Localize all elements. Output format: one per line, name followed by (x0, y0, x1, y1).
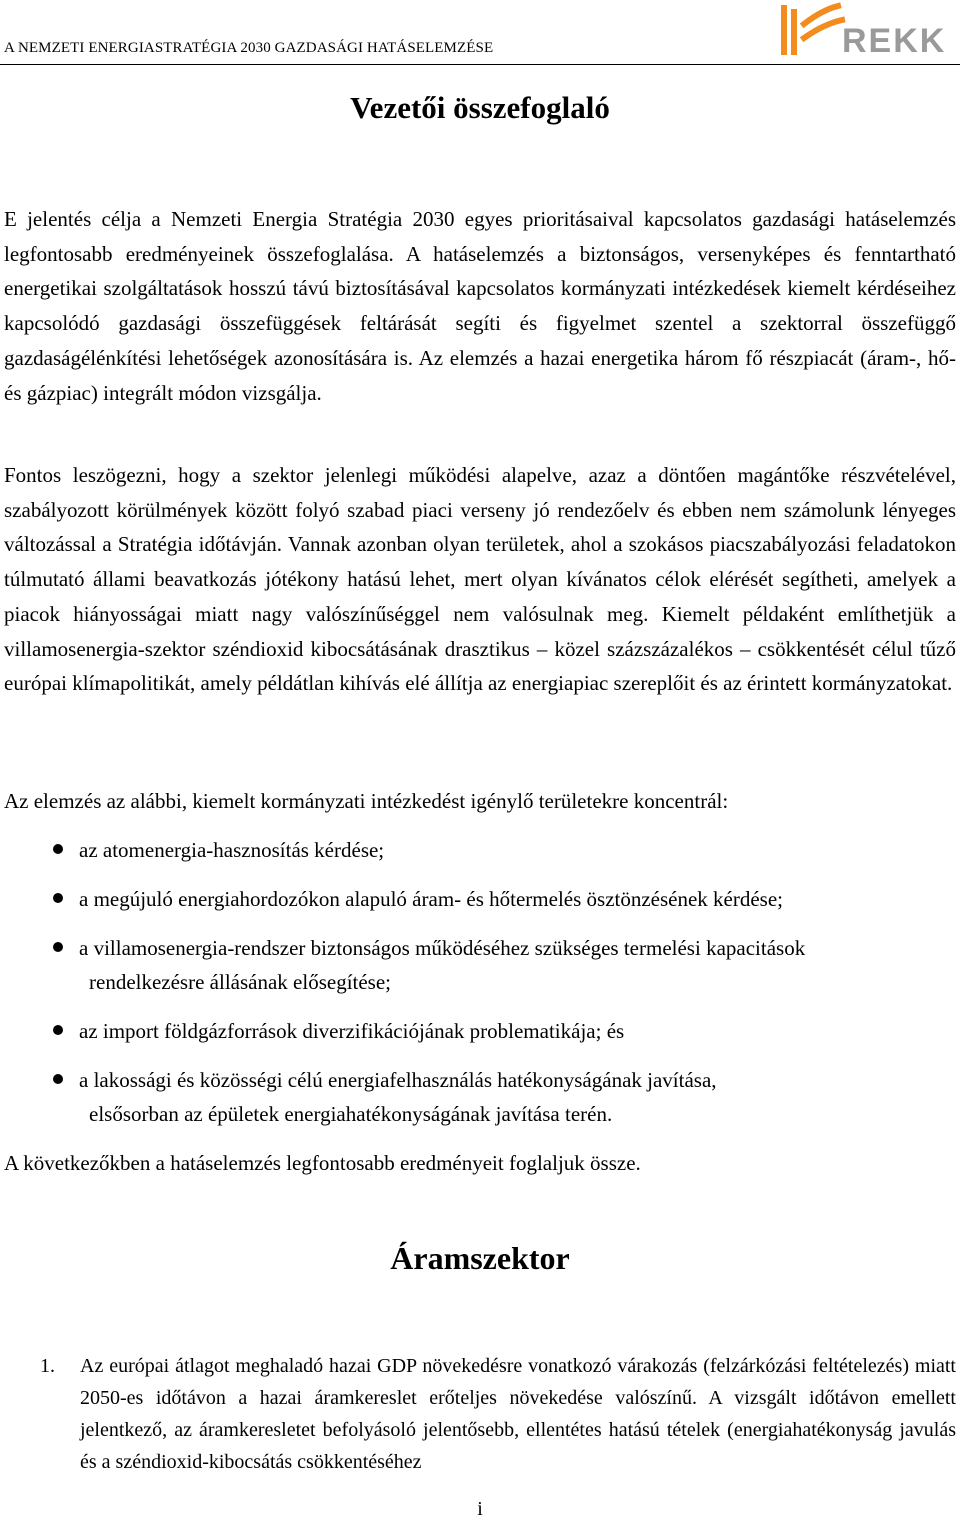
paragraph-principles: Fontos leszögezni, hogy a szektor jelenlegi működési alapelve, azaz a döntően magántőke részvételével, szabályozott körülmények között folyó szabad piaci verseny jó rendezőelv és ebben nem számolunk lényeges változással a Stratégia időtávján. Vannak azonban olyan területek, ahol a szokásos piacszabályozási feladatokon túlmutató állami beavatkozás jótékony hatású lehet, mert olyan kívánatos célok elérését segítheti, amelyek a piacok hiányosságai miatt nagy valószínűséggel nem valósulnak meg. Kiemelt példaként említhetjük a villamosenergia-szektor széndioxid kibocsátásának drasztikus – közel százszázalékos – csökkentését célul tűző európai klímapolitikát, amely példátlan kihívás elé állítja az energiapiac szereplőit és az érintett kormányzatokat. (4, 463, 956, 696)
list-item-text: az import földgázforrások diverzifikációjának problematikája; és (79, 1019, 625, 1043)
list-item-text: a lakossági és közösségi célú energiafelhasználás hatékonyságának javítása, (79, 1068, 717, 1092)
page-header (0, 0, 960, 65)
bullet-icon (53, 844, 63, 854)
list-item-continuation: rendelkezésre állásának elősegítése; (89, 970, 392, 994)
item-text: Az európai átlagot meghaladó hazai GDP növekedésre vonatkozó várakozás (felzárkózási feltételezés) miatt 2050-es időtávon a hazai áramkereslet erőteljes növekedése valószínű. A vizsgált időtávon emellett jelentkező, az áramkeresletet befolyásoló jelentősebb, ellentétes hatású tételek (energiahatékonyság javulás és a széndioxid-kibocsátás csökkentéséhez (80, 1355, 956, 1473)
bullet-icon (53, 942, 63, 952)
rekk-logo-graphic (778, 2, 958, 58)
closing-sentence: A következőkben a hatáselemzés legfontosabb eredményeit foglaljuk össze. (4, 1151, 641, 1175)
rekk-logo-text: REKK (842, 22, 947, 58)
bullet-icon (53, 893, 63, 903)
bullet-icon (53, 1025, 63, 1035)
list-item (0, 1014, 960, 1048)
list-item (0, 931, 960, 999)
document-header-title: A NEMZETI ENERGIASTRATÉGIA 2030 GAZDASÁGI HATÁSELEMZÉSE (4, 40, 494, 56)
list-item (0, 882, 960, 916)
list-intro: Az elemzés az alábbi, kiemelt kormányzati intézkedést igénylő területekre koncentrál: (4, 789, 729, 813)
page-number: i (477, 1498, 483, 1520)
numbered-item (0, 1350, 960, 1478)
list-item (0, 833, 960, 867)
paragraph-intro: E jelentés célja a Nemzeti Energia Stratégia 2030 egyes prioritásaival kapcsolatos gazdasági hatáselemzés legfontosabb eredményeinek összefoglalása. A hatáselemzés a biztonságos, versenyképes és fenntartható energetikai szolgáltatások hosszú távú biztosításával kapcsolatos kormányzati intézkedések kiemelt kérdéseihez kapcsolódó gazdasági összefüggések feltárását segíti és figyelmet szentel a szektorral összefüggő gazdaságélénkítési lehetőségek azonosítására is. Az elemzés a hazai energetika három fő részpiacát (áram-, hő- és gázpiac) integrált módon vizsgálja. (4, 207, 956, 405)
list-item-text: a megújuló energiahordozókon alapuló áram- és hőtermelés ösztönzésének kérdése; (79, 887, 784, 911)
main-title: Vezetői összefoglaló (350, 90, 610, 125)
rekk-logo-stripes (784, 6, 842, 52)
list-item-text: a villamosenergia-rendszer biztonságos működéséhez szükséges termelési kapacitások (79, 936, 806, 960)
focus-areas-list (0, 833, 960, 1146)
list-item-text: az atomenergia-hasznosítás kérdése; (79, 838, 385, 862)
list-item-continuation: elsősorban az épületek energiahatékonyságának javítása terén. (89, 1102, 613, 1126)
section-title: Áramszektor (390, 1240, 570, 1276)
bullet-icon (53, 1074, 63, 1084)
rekk-logo (778, 2, 958, 58)
list-item (0, 1063, 960, 1131)
findings-list (0, 1350, 960, 1478)
item-number: 1. (40, 1355, 55, 1377)
